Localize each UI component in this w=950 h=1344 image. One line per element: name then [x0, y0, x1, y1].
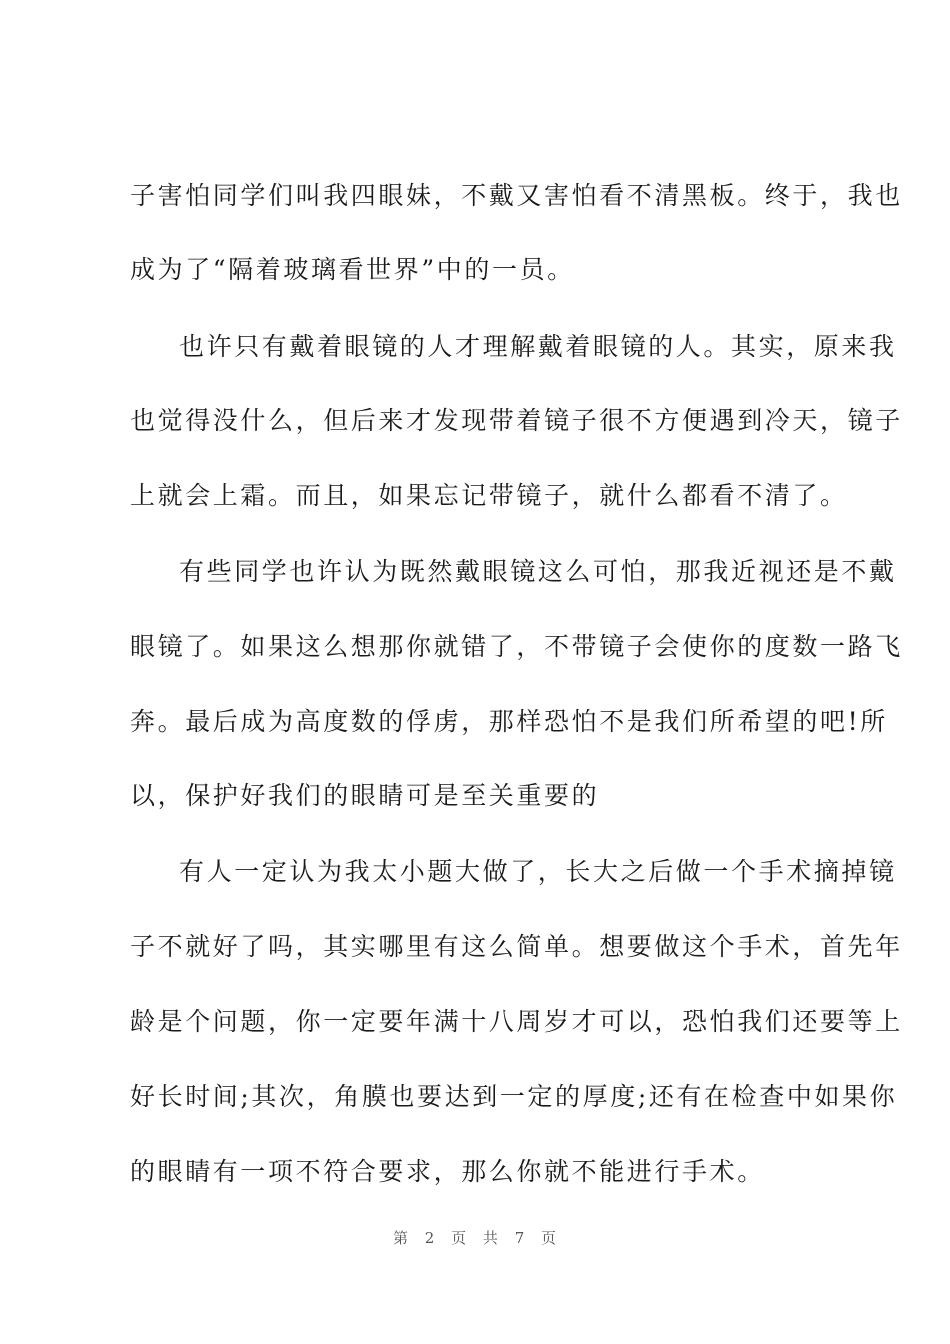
footer-page-number: 2	[424, 1229, 436, 1247]
text-line-2: 成为了“隔着玻璃看世界”中的一员。	[130, 255, 575, 284]
text-line-1: 子害怕同学们叫我四眼妹，不戴又害怕看不清黑板。终于，我也	[130, 181, 903, 210]
text-line-11: 子不就好了吗，其实哪里有这么简单。想要做这个手术，首先年	[130, 932, 903, 961]
footer-label-gong: 共	[482, 1229, 499, 1247]
text-line-6: 有些同学也许认为既然戴眼镜这么可怕，那我近视还是不戴	[179, 557, 897, 586]
text-line-12: 龄是个问题，你一定要年满十八周岁才可以，恐怕我们还要等上	[130, 1007, 903, 1036]
text-line-9: 以，保护好我们的眼睛可是至关重要的	[130, 781, 600, 810]
text-line-14: 的眼睛有一项不符合要求，那么你就不能进行手术。	[130, 1157, 765, 1186]
footer-label-ye: 页	[451, 1229, 468, 1247]
text-line-8: 奔。最后成为高度数的俘虏，那样恐怕不是我们所希望的吧!所	[130, 707, 888, 736]
footer-label-di: 第	[392, 1229, 409, 1247]
text-line-4: 也觉得没什么，但后来才发现带着镜子很不方便遇到冷天，镜子	[130, 406, 903, 435]
footer-label-ye2: 页	[541, 1229, 558, 1247]
text-line-13: 好长时间;其次，角膜也要达到一定的厚度;还有在检查中如果你	[130, 1082, 898, 1111]
text-line-3: 也许只有戴着眼镜的人才理解戴着眼镜的人。其实，原来我	[179, 332, 897, 361]
footer-total-pages: 7	[514, 1229, 526, 1247]
text-line-10: 有人一定认为我太小题大做了，长大之后做一个手术摘掉镜	[179, 857, 897, 886]
text-line-5: 上就会上霜。而且，如果忘记带镜子，就什么都看不清了。	[130, 481, 848, 510]
text-line-7: 眼镜了。如果这么想那你就错了，不带镜子会使你的度数一路飞	[130, 632, 903, 661]
page-footer	[0, 1226, 950, 1250]
